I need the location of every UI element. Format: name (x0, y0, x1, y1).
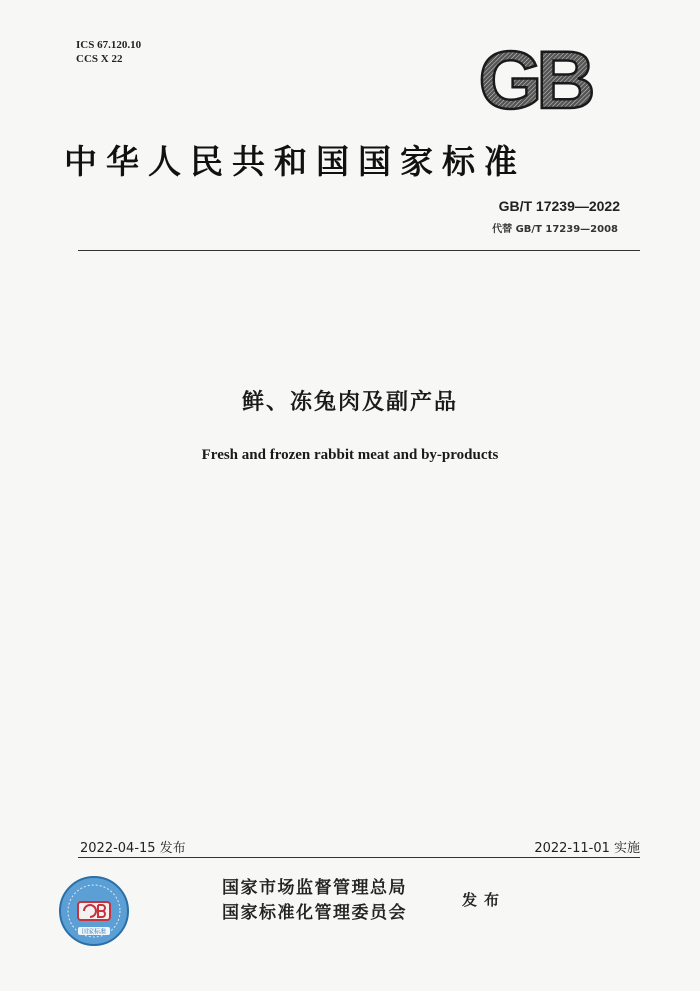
classification-codes (76, 38, 141, 66)
gb-logo-text: GB (478, 44, 590, 114)
seal-text: 国家标准 (81, 928, 107, 936)
publisher-sac: 国家标准化管理委员会 (222, 903, 407, 923)
header-divider (78, 250, 640, 251)
standard-number: GB/T 17239—2022 (498, 198, 620, 214)
implementation-date: 2022-11-01 实施 (534, 841, 640, 856)
publishers (222, 876, 407, 926)
gb-logo (462, 44, 602, 114)
national-standard-title: 中华人民共和国国家标准 (64, 142, 526, 181)
publish-label: 发布 (462, 891, 507, 909)
certification-seal-icon (58, 875, 130, 947)
publisher-samr: 国家市场监督管理总局 (222, 878, 407, 898)
ccs-code: CCS X 22 (76, 53, 123, 65)
issue-date: 2022-04-15 发布 (80, 841, 186, 856)
ics-code: ICS 67.120.10 (76, 39, 142, 51)
replaces-standard: 代替 GB/T 17239—2008 (492, 224, 618, 235)
standard-title-english: Fresh and frozen rabbit meat and by-products (201, 447, 499, 463)
standard-title-chinese: 鲜、冻兔肉及副产品 (241, 390, 458, 415)
footer-divider (78, 857, 640, 858)
